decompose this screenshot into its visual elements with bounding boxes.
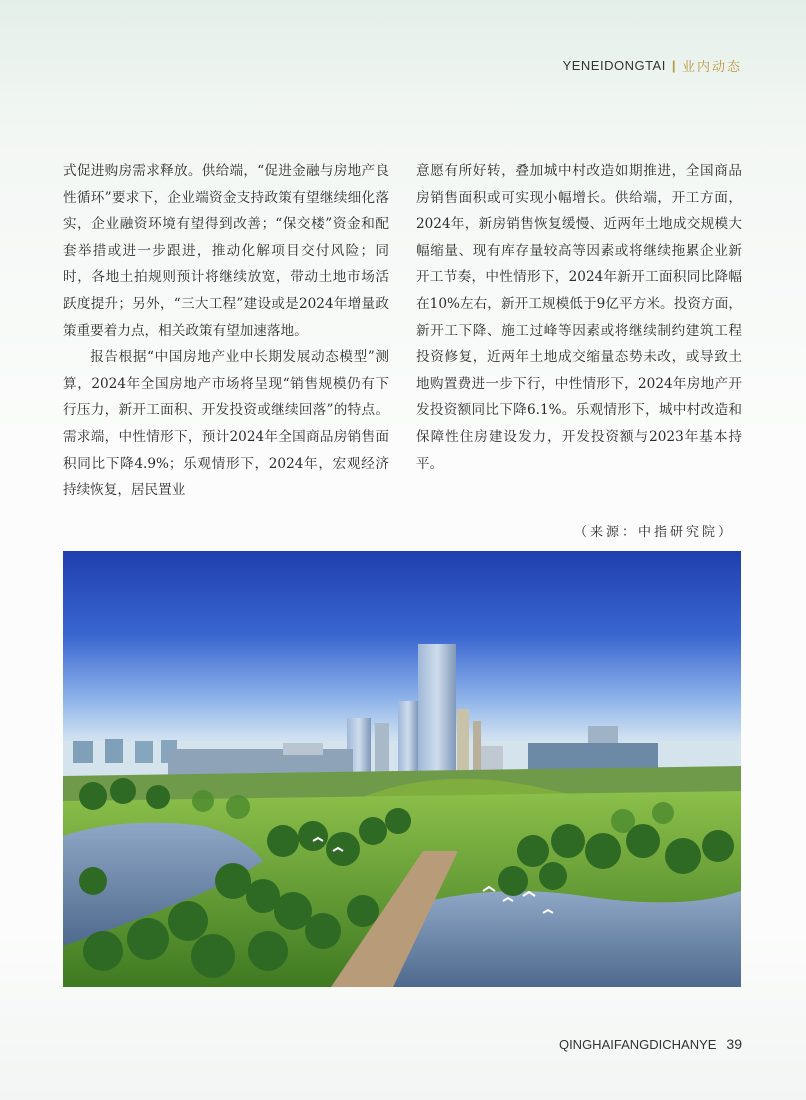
city-rendering-photo: [63, 551, 741, 987]
page-number: 39: [726, 1036, 742, 1052]
paragraph-report: 报告根据“中国房地产业中长期发展动态模型”测算，2024年全国房地产市场将呈现“销售规模仍有下行压力，新开工面积、开发投资或继续回落”的特点。需求端，中性情形下，预计2024年全国商品房销售面积同比下降4.9%；乐观情形下，2024年，宏观经济持续恢复，居民置业: [63, 349, 389, 499]
article-source: （来源：中指研究院）: [573, 525, 734, 540]
header-section-title: 业内动态: [681, 60, 742, 75]
paragraph-report-continued: 意愿有所好转，叠加城中村改造如期推进，全国商品房销售面积或可实现小幅增长。供给端，开工方面，2024年，新房销售恢复缓慢、近两年土地成交规模大幅缩量、现有库存量较高等因素或将继续拖累企业新开工节奏，中性情形下，2024年新开工面积同比降幅在10%左右，新开工规模低于9亿平方米。投资方面，新开工下降、施工过峰等因素或将继续制约建筑工程投资修复，近两年土地成交缩量态势未改，或导致土地购置费进一步下行，中性情形下，2024年房地产开发投资额同比下降6.1%。乐观情形下，城中村改造和保障性住房建设发力，开发投资额与2023年基本持平。: [416, 163, 742, 472]
header-separator: |: [671, 58, 676, 73]
header-pinyin: YENEIDONGTAI: [562, 58, 666, 73]
footer-magazine-name: QINGHAIFANGDICHANYE: [558, 1036, 717, 1052]
article-right-column: [416, 158, 742, 477]
running-header: [563, 56, 742, 75]
running-footer: [559, 1036, 742, 1052]
paragraph-continued: 式促进购房需求释放。供给端，“促进金融与房地产良性循环”要求下，企业端资金支持政策有望继续细化落实，企业融资环境有望得到改善；“保交楼”资金和配套举措或进一步跟进，推动化解项目交付风险；同时，各地土拍规则预计将继续放宽，带动土地市场活跃度提升；另外，“三大工程”建设或是2024年增量政策重要着力点，相关政策有望加速落地。: [63, 163, 389, 339]
article-left-column: [63, 158, 389, 504]
